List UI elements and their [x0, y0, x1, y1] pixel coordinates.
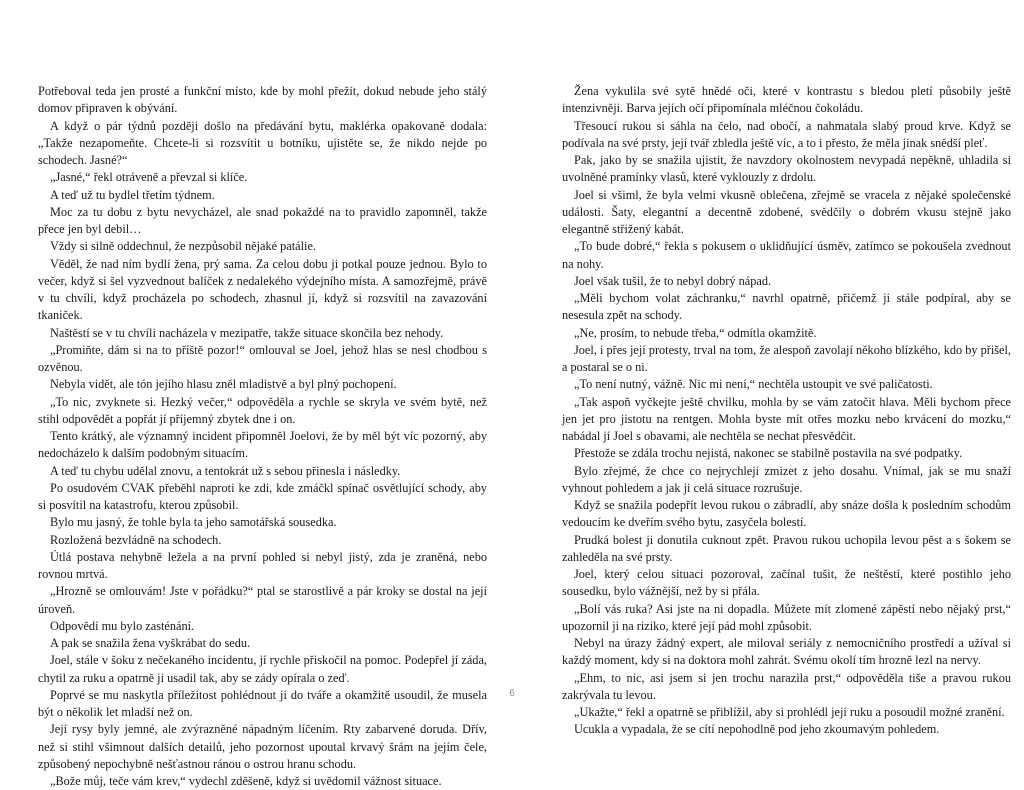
paragraph: Věděl, že nad ním bydlí žena, prý sama. Za celou dobu ji potkal pouze jednou. Bylo to večer, když si šel vyzvednout balíček z nedalekého výdejního místa. A samozřejmě, právě v tu chvíli, když procházela po schodech, zhasnul jí, když si rozsvítil na zavazování tkaniček. [38, 256, 487, 323]
paragraph: Joel, i přes její protesty, trval na tom, že alespoň zavolají někoho blízkého, kdo by přišel, a postaral se o ni. [562, 342, 1011, 374]
paragraph: „Měli bychom volat záchranku,“ navrhl opatrně, přičemž ji stále podpíral, aby se nesesula zpět na schody. [562, 291, 1011, 323]
right-column [562, 83, 1011, 739]
paragraph: Útlá postava nehybně ležela a na první pohled si nebyl jistý, zda je zraněná, nebo rovnou mrtvá. [38, 549, 487, 581]
paragraph: Prudká bolest ji donutila cuknout zpět. Pravou rukou uchopila levou pěst a s šokem se zahleděla na své prsty. [562, 532, 1011, 564]
paragraph: Bylo mu jasný, že tohle byla ta jeho samotářská sousedka. [50, 515, 337, 530]
paragraph: „Bože můj, teče vám krev,“ vydechl zděšeně, když si uvědomil vážnost situace. [50, 774, 442, 788]
paragraph: Po osudovém CVAK přeběhl naproti ke zdi, kde zmáčkl spínač osvětlující schody, aby si posvítil na katastrofu, kterou způsobil. [38, 480, 487, 512]
paragraph: Pak, jako by se snažila ujistit, že navzdory okolnostem nevypadá nepěkně, uhladila si uvolněné pramínky vlasů, které vyklouzly z drdolu. [562, 153, 1011, 185]
paragraph: „To bude dobré,“ řekla s pokusem o uklidňující úsměv, zatímco se pokoušela zvednout na nohy. [562, 239, 1011, 271]
paragraph: Naštěstí se v tu chvíli nacházela v mezipatře, takže situace skončila bez nehody. [50, 325, 444, 340]
paragraph: Joel, stále v šoku z nečekaného incidentu, jí rychle přiskočil na pomoc. Podepřel jí záda, chytil za ruku a opatrně ji usadil tak, aby se zády opírala o zeď. [38, 653, 487, 685]
paragraph: „Hrozně se omlouvám! Jste v pořádku?“ ptal se starostlivě a pár kroky se dostal na její úroveň. [38, 584, 487, 616]
paragraph: A pak se snažila žena vyškrábat do sedu. [50, 636, 251, 650]
page-number: 6 [509, 688, 515, 699]
paragraph: Moc za tu dobu z bytu nevycházel, ale snad pokaždé na to pravidlo zapomněl, takže přece jen byl debil… [38, 204, 487, 236]
paragraph: Rozložená bezvládně na schodech. [50, 532, 222, 547]
paragraph: Třesoucí rukou si sáhla na čelo, nad obočí, a nahmatala slabý proud krve. Když se podívala na své prsty, její tvář zbledla ještě víc, a to i přesto, že měla jinak snědší pleť. [562, 118, 1011, 150]
paragraph: „To nic, zvyknete si. Hezký večer,“ odpověděla a rychle se skryla ve svém bytě, než stihl odpovědět a popřát jí příjemný zbytek dne i on. [38, 394, 487, 426]
paragraph: A teď tu chybu udělal znovu, a tentokrát už s sebou přinesla i následky. [50, 463, 401, 478]
paragraph: Žena vykulila své sytě hnědé oči, které v kontrastu s bledou pletí působily ještě intenzivněji. Barva jejích očí připomínala mléčnou čokoládu. [562, 84, 1011, 116]
paragraph: Potřeboval teda jen prosté a funkční místo, kde by mohl přežít, dokud nebude jeho stálý domov připraven k obývání. [38, 84, 487, 116]
paragraph: „Ukažte,“ řekl a opatrně se přiblížil, aby si prohlédl její ruku a posoudil možné zranění. [574, 705, 1005, 719]
paragraph: Odpovědí mu bylo zasténání. [50, 618, 195, 633]
paragraph: „Ehm, to nic, asi jsem si jen trochu narazila prst,“ odpověděla tiše a pravou rukou zakrývala tu levou. [562, 670, 1011, 702]
paragraph: Nebyla vidět, ale tón jejího hlasu zněl mladistvě a byl plný pochopení. [50, 377, 397, 392]
paragraph: Poprvé se mu naskytla příležitost pohlédnout jí do tváře a okamžitě usoudil, že musela být o několik let mladší než on. [38, 687, 487, 719]
paragraph: A teď už tu bydlel třetím týdnem. [50, 187, 215, 202]
paragraph: „To není nutný, vážně. Nic mi není,“ nechtěla ustoupit ve své paličatosti. [574, 377, 933, 392]
paragraph: Nebyl na úrazy žádný expert, ale miloval seriály z nemocničního prostředí a užíval si každý moment, kdy si na doktora mohl zahrát. Svému okolí tím hrozně lezl na nervy. [562, 636, 1011, 668]
paragraph: Když se snažila podepřít levou rukou o zábradlí, aby snáze došla k posledním schodům vedoucím ke dveřím svého bytu, zasyčela bolestí. [562, 498, 1011, 530]
left-column [38, 83, 487, 790]
paragraph: „Bolí vás ruka? Asi jste na ni dopadla. Můžete mít zlomené zápěstí nebo nějaký prst,“ upozornil ji na riziko, které její pád mohl způsobit. [562, 601, 1011, 633]
paragraph: Tento krátký, ale významný incident připomněl Joelovi, že by měl být víc pozorný, aby nedocházelo k dalším podobným situacím. [38, 429, 487, 461]
paragraph: Joel, který celou situaci pozoroval, začínal tušit, že neštěstí, které postihlo jeho sousedku, bylo vážnější, než by si přála. [562, 567, 1011, 599]
paragraph: Bylo zřejmé, že chce co nejrychleji zmizet z jeho dosahu. Vnímal, jak se mu snaží vyhnout pohledem a jak ji celá situace rozrušuje. [562, 463, 1011, 495]
paragraph: Ucukla a vypadala, že se cítí nepohodlně pod jeho zkoumavým pohledem. [574, 722, 940, 737]
paragraph: „Ne, prosím, to nebude třeba,“ odmítla okamžitě. [574, 325, 817, 340]
paragraph: A když o pár týdnů později došlo na předávání bytu, maklérka opakovaně dodala: „Takže nezapomeňte. Chcete-li si rozsvítit u botníku, ujistěte se, že nikdo nejde po schodech. Jasné?“ [38, 118, 487, 167]
paragraph: „Tak aspoň vyčkejte ještě chvilku, mohla by se vám zatočit hlava. Měli bychom přece jen jet pro jistotu na rentgen. Mohla byste mít otřes mozku nebo krvácení do mozku,“ nabádal jí Joel s obavami, ale nechtěla se nechat přesvědčit. [562, 394, 1011, 443]
paragraph: „Jasné,“ řekl otráveně a převzal si klíče. [50, 170, 248, 185]
paragraph: Její rysy byly jemné, ale zvýrazněné nápadným líčením. Rty zabarvené doruda. Dřív, než si stihl všimnout dalších detailů, jeho pozornost upoutal krvavý šrám na jejím čele, způsobený nepochybně nešťastnou ránou o ostrou hranu schodu. [38, 722, 487, 771]
paragraph: Přestože se zdála trochu nejistá, nakonec se stabilně postavila na své podpatky. [574, 446, 963, 461]
paragraph: Joel si všiml, že byla velmi vkusně oblečena, zřejmě se vracela z nějaké společenské události. Šaty, elegantní a decentně zdobené, svědčily o dobrém vkusu stejně jako elegantně střižený kabát. [562, 187, 1011, 236]
paragraph: Vždy si silně oddechnul, že nezpůsobil nějaké patálie. [50, 239, 317, 254]
paragraph: Joel však tušil, že to nebyl dobrý nápad. [574, 273, 772, 288]
paragraph: „Promiňte, dám si na to příště pozor!“ omlouval se Joel, jehož hlas se nesl chodbou s ozvěnou. [38, 342, 487, 374]
